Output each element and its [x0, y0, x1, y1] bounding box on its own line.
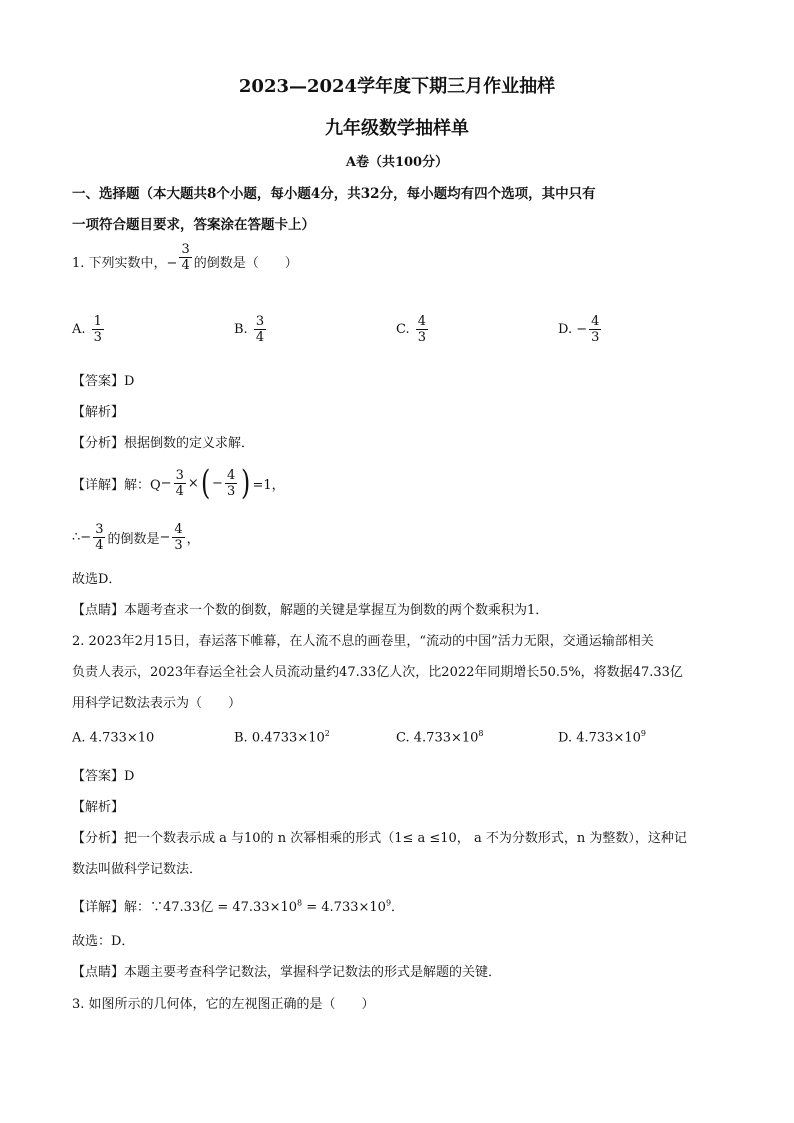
question-1-option-c	[396, 314, 430, 345]
detail-times: ×	[187, 475, 199, 491]
question-2-option-a	[72, 729, 154, 745]
volume-label: A卷（共100分）	[345, 155, 449, 170]
question-1-choose: 故选D．	[72, 572, 122, 587]
question-1-option-d	[558, 314, 603, 345]
question-1-sign: −	[166, 256, 178, 271]
question-2-option-b	[234, 729, 330, 745]
option-exponent: 2	[324, 729, 330, 738]
fraction-denominator: 3	[591, 330, 600, 345]
document-subtitle: 九年级数学抽样单	[325, 118, 469, 139]
fraction-numerator: 1	[93, 314, 102, 329]
fraction-denominator: 4	[255, 330, 265, 345]
conclusion-fraction-1	[93, 522, 105, 553]
option-label: A.	[72, 322, 86, 337]
detail-prefix: 【详解】解：Q	[72, 477, 161, 493]
option-fraction	[589, 314, 601, 345]
fraction-denominator: 3	[174, 538, 183, 553]
option-label: D.	[558, 322, 573, 337]
fraction-denominator: 4	[95, 538, 104, 553]
question-2-option-d	[558, 729, 646, 745]
option-label: A.	[72, 730, 86, 746]
section-heading-line1: 一、选择题（本大题共8个小题，每小题4分，共32分，每小题均有四个选项，其中只有	[72, 186, 596, 202]
question-2-line3: 用科学记数法表示为（ ）	[72, 696, 242, 711]
question-2-option-c	[396, 729, 484, 745]
fraction-denominator: 3	[93, 330, 102, 345]
question-2-answer: 【答案】D	[72, 769, 135, 784]
question-1-analysis: 【解析】	[72, 405, 125, 420]
option-exponent: 8	[478, 729, 484, 738]
detail-equals: =1，	[252, 477, 285, 493]
conclusion-sign-2: −	[159, 530, 171, 545]
detail-end: ．	[391, 900, 405, 915]
question-1-option-a	[72, 314, 106, 345]
detail-exponent-2: 9	[385, 898, 392, 908]
conclusion-fraction-2	[172, 522, 184, 553]
fraction-numerator: 4	[174, 522, 183, 537]
question-2-analysis: 【解析】	[72, 800, 125, 815]
detail-mid: = 4.733×10	[302, 900, 386, 915]
fraction-numerator: 3	[95, 522, 104, 537]
document-title: 2023—2024学年度下期三月作业抽样	[238, 76, 556, 97]
fraction-numerator: 4	[226, 467, 236, 483]
question-1-comment: 【点睛】本题考查求一个数的倒数，解题的关键是掌握互为倒数的两个数乘积为1．	[72, 603, 549, 618]
question-1-prefix: 1. 下列实数中，	[72, 256, 167, 271]
detail-fraction-2	[225, 468, 237, 499]
option-exponent: 9	[640, 729, 646, 738]
question-2-detail	[72, 896, 404, 915]
option-label: B.	[234, 322, 248, 337]
option-value: 4.733×10	[413, 730, 479, 746]
option-fraction	[254, 314, 266, 345]
section-heading-line2: 一项符合题目要求，答案涂在答题卡上）	[72, 217, 315, 233]
therefore-icon: ∴	[72, 530, 81, 545]
left-paren-icon: (	[200, 463, 211, 503]
detail-exponent-1: 8	[297, 898, 303, 908]
detail-fraction-1	[174, 468, 186, 499]
option-label: D.	[558, 730, 573, 746]
fraction-numerator: 4	[591, 314, 600, 329]
option-sign: −	[576, 322, 588, 337]
option-fraction	[92, 314, 104, 345]
fraction-numerator: 4	[417, 314, 427, 329]
fraction-denominator: 4	[175, 483, 184, 499]
option-value: 0.4733×10	[251, 730, 325, 746]
fraction-denominator: 3	[417, 330, 427, 345]
question-1-stem	[72, 242, 298, 279]
fraction-denominator: 4	[181, 258, 190, 273]
question-1-detail	[72, 463, 285, 503]
question-2-line2: 负责人表示，2023年春运全社会人员流动量约47.33亿人次，比2022年同期增长50.5%，将数据47.33亿	[72, 665, 683, 680]
fraction-numerator: 3	[175, 467, 184, 483]
option-value: 4.733×10	[576, 730, 641, 746]
detail-sign: −	[160, 475, 172, 491]
question-1-fenxi: 【分析】根据倒数的定义求解．	[72, 436, 255, 451]
conclusion-sign: −	[80, 530, 92, 545]
question-3-line1: 3. 如图所示的几何体，它的左视图正确的是（ ）	[72, 997, 375, 1012]
question-2-line1: 2. 2023年2月15日，春运落下帷幕，在人流不息的画卷里，“流动的中国”活力无限，交通运输部相关	[72, 634, 654, 649]
right-paren-icon: )	[241, 463, 251, 503]
fraction-numerator: 3	[255, 314, 265, 329]
conclusion-end: ，	[186, 532, 200, 547]
conclusion-mid: 的倒数是	[107, 532, 160, 547]
option-fraction	[416, 314, 428, 345]
question-2-fenxi-line2: 数法叫做科学记数法．	[72, 862, 203, 877]
fraction-numerator: 3	[181, 242, 190, 257]
question-1-suffix: 的倒数是（ ）	[193, 256, 298, 271]
question-1-conclusion	[72, 522, 200, 553]
option-label: C.	[396, 322, 410, 337]
question-1-answer: 【答案】D	[72, 374, 135, 389]
option-label: B.	[234, 730, 248, 746]
question-2-fenxi-line1: 【分析】把一个数表示成 a 与10的 n 次幂相乘的形式（1≤ a ≤10， a 不为分数形式，n 为整数），这种记	[72, 831, 687, 846]
question-1-fraction	[179, 242, 191, 273]
option-value: 4.733×10	[89, 730, 155, 746]
question-2-choose: 故选：D．	[72, 934, 135, 949]
fraction-denominator: 3	[226, 483, 236, 499]
option-label: C.	[396, 730, 410, 746]
question-1-option-b	[234, 314, 268, 345]
detail-prefix: 【详解】解：∵47.33亿 = 47.33×10	[72, 900, 298, 915]
question-2-comment: 【点睛】本题主要考查科学记数法，掌握科学记数法的形式是解题的关键．	[72, 965, 502, 980]
detail-sign-2: −	[212, 475, 223, 491]
